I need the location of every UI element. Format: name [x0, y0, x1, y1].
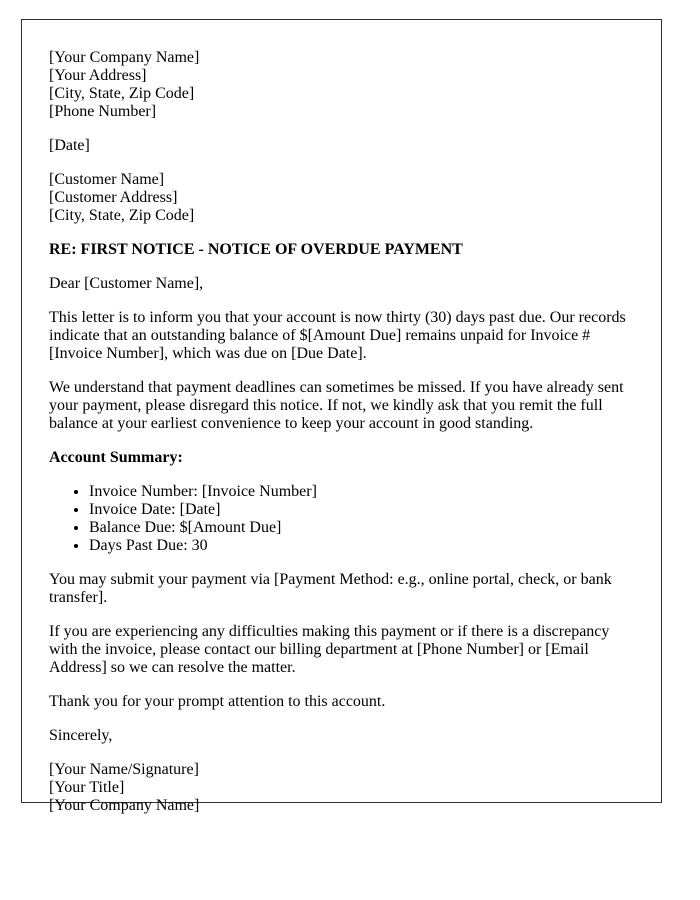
recipient-name-line: [Customer Name] — [49, 171, 165, 188]
closing: Sincerely, — [49, 727, 113, 744]
sender-city-state-zip-line: [City, State, Zip Code] — [49, 85, 195, 102]
recipient-address-block — [49, 171, 634, 225]
salutation: Dear [Customer Name], — [49, 275, 204, 292]
paragraph-payment-method: You may submit your payment via [Payment Method: e.g., online portal, check, or bank transfer]. — [49, 571, 612, 606]
signature-title-line: [Your Title] — [49, 779, 125, 796]
list-item-invoice-date: • Invoice Date: [Date] — [89, 501, 634, 519]
sender-company-line: [Your Company Name] — [49, 49, 200, 66]
list-item-balance-due: • Balance Due: $[Amount Due] — [89, 519, 634, 537]
sender-address-line: [Your Address] — [49, 67, 147, 84]
recipient-address-line: [Customer Address] — [49, 189, 178, 206]
paragraph-overdue-notice: This letter is to inform you that your account is now thirty (30) days past due. Our records indicate that an outstanding balance of $[Amount Due] remains unpaid for Invoice # [Invoice Number], which was due on [Due Date]. — [49, 309, 626, 362]
sender-address-block — [49, 49, 634, 121]
signature-company-line: [Your Company Name] — [49, 797, 200, 814]
account-summary-list — [49, 483, 634, 555]
signature-block — [49, 761, 634, 815]
letter-document — [21, 19, 662, 814]
sender-phone-line: [Phone Number] — [49, 103, 157, 120]
date-line: [Date] — [49, 137, 90, 154]
signature-name-line: [Your Name/Signature] — [49, 761, 199, 778]
list-item-days-past-due: • Days Past Due: 30 — [89, 537, 634, 555]
subject-line: RE: FIRST NOTICE - NOTICE OF OVERDUE PAYMENT — [49, 241, 463, 258]
list-item-invoice-number: • Invoice Number: [Invoice Number] — [89, 483, 634, 501]
paragraph-contact-info: If you are experiencing any difficulties making this payment or if there is a discrepancy with the invoice, please contact our billing department at [Phone Number] or [Email Address] so we can resolve the matter. — [49, 623, 610, 676]
account-summary-heading: Account Summary: — [49, 449, 183, 466]
paragraph-payment-request: We understand that payment deadlines can sometimes be missed. If you have already sent your payment, please disregard this notice. If not, we kindly ask that you remit the full balance at your earliest convenience to keep your account in good standing. — [49, 379, 624, 432]
paragraph-thank-you: Thank you for your prompt attention to this account. — [49, 693, 386, 710]
recipient-city-state-zip-line: [City, State, Zip Code] — [49, 207, 195, 224]
